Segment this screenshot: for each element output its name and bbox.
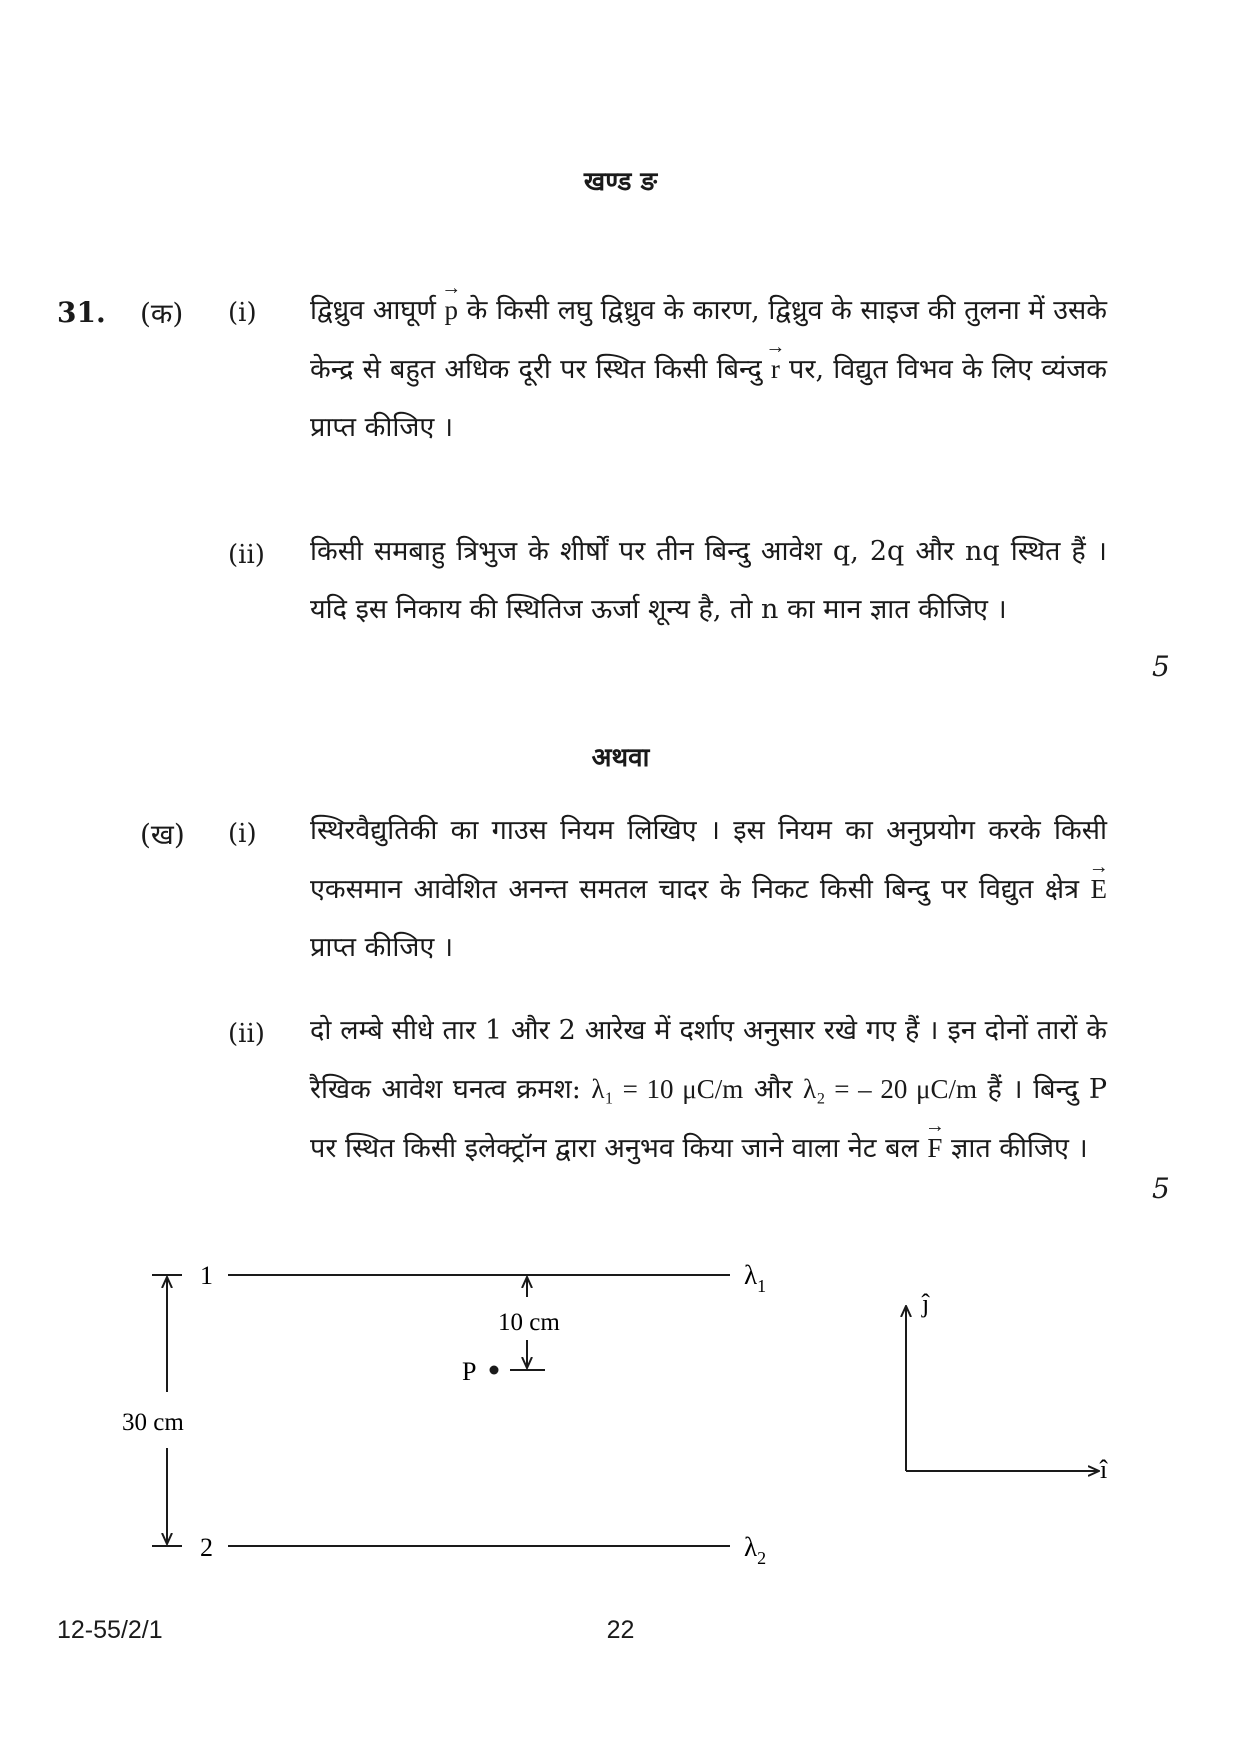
part-b-label: (ख) [140,818,185,851]
axis-y-label: ĵ [922,1289,930,1318]
distance-label: 10 cm [498,1309,560,1336]
part-a-label: (क) [140,297,184,330]
part-b-marks: 5 [1152,1172,1170,1205]
part-a-ii-text: किसी समबाहु त्रिभुज के शीर्षों पर तीन बिन्दु आवेश q, 2q और nq स्थित हैं । यदि इस निकाय की स्थितिज ऊर्जा शून्य है, तो n का मान ज्ञात कीजिए । [310,536,1107,625]
part-b-i-label: (i) [228,819,257,849]
part-a-i-label: (i) [228,298,257,328]
paper-code: 12-55/2/1 [57,1616,163,1644]
point-p-label: P [462,1357,477,1386]
section-title: खण्ड ङ [583,167,658,197]
vector-p: → p [445,281,459,339]
wire-1-label: 1 [200,1261,213,1290]
vector-e: → E [1091,860,1108,918]
vector-f: → F [927,1119,942,1177]
part-b-ii-text: दो लम्बे सीधे तार 1 और 2 आरेख में दर्शाए अनुसार रखे गए हैं । इन दोनों तारों के रैखिक आवेश घनत्व क्रमश: λ₁ = 10 μC/m और λ₂ = – 20 μC/m हैं । बिन्दु P पर स्थित किसी इलेक्ट्रॉन द्वारा अनुभव किया जाने वाला नेट बल → F ज्ञात कीजिए । [310,1002,1107,1178]
lambda-1-label: $\lambda_1$ [744,1260,767,1296]
vector-r: → r [771,340,780,398]
part-b-ii-label: (ii) [228,1019,265,1049]
page-number: 22 [606,1616,635,1644]
lambda2-value: λ₂ = – 20 μC/m [802,1074,978,1104]
separation-label: 30 cm [122,1409,184,1436]
lambda-2-label: $\lambda_2$ [744,1532,767,1568]
axis-x-label: î [1100,1455,1108,1484]
part-a-marks: 5 [1152,650,1170,683]
part-a-ii-label: (ii) [228,540,265,570]
wire-2-label: 2 [200,1533,213,1562]
part-b-i-text: स्थिरवैद्युतिकी का गाउस नियम लिखिए । इस नियम का अनुप्रयोग करके किसी एकसमान आवेशित अनन्त समतल चादर के निकट किसी बिन्दु पर विद्युत क्षेत्र → E प्राप्त कीजिए । [310,802,1107,977]
question-number: 31. [57,296,106,329]
lambda1-value: λ₁ = 10 μC/m [591,1074,744,1104]
part-a-i-text: द्विध्रुव आघूर्ण → p के किसी लघु द्विध्रुव के कारण, द्विध्रुव के साइज की तुलना में उसके केन्द्र से बहुत अधिक दूरी पर स्थित किसी बिन्दु → r पर, विद्युत विभव के लिए व्यंजक प्राप्त कीजिए । [310,281,1107,457]
point-p-dot [490,1366,499,1375]
or-label: अथवा [591,743,650,773]
